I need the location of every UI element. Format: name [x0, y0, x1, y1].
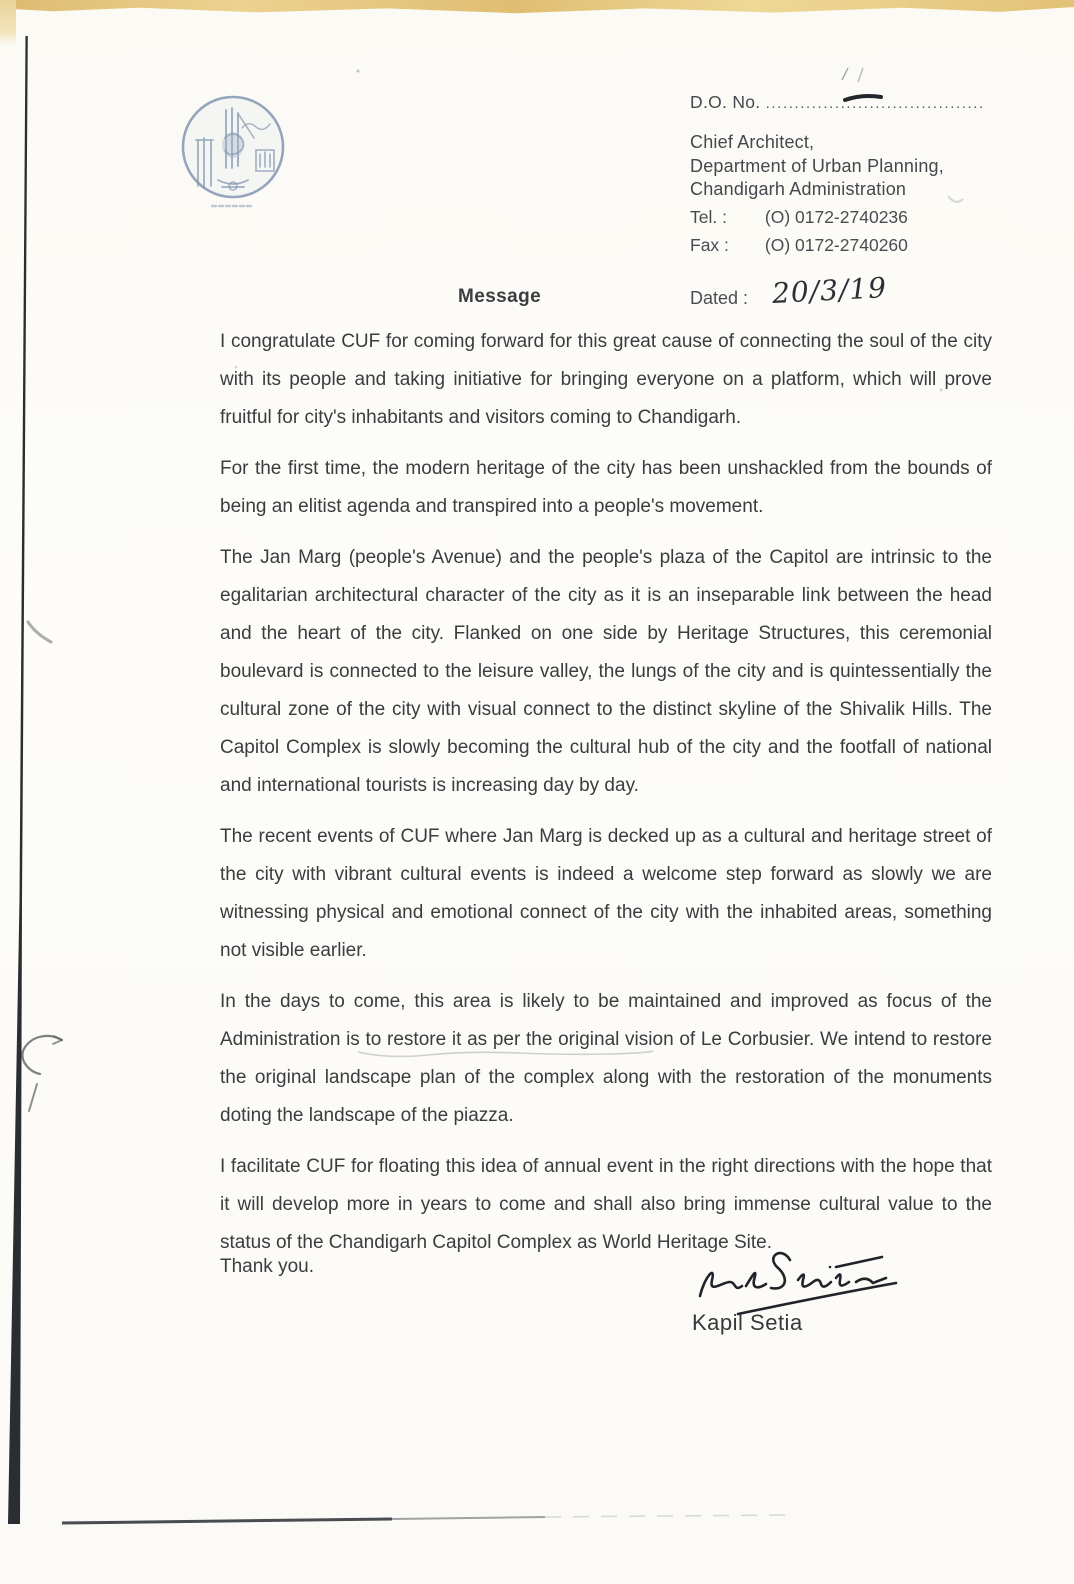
- closing-salutation: Thank you.: [220, 1256, 314, 1277]
- letter-paragraph: The Jan Marg (people's Avenue) and the people's plaza of the Capitol are intrinsic to the egalitarian architectural character of the city as it is an inseparable link between the head and the heart of the city. Flanked on one side by Heritage Structures, this ceremonial boulevard is connected to the leisure valley, the lungs of the city and is quintessentially the cultural zone of the city with visual connect to the distinct skyline of the Shivalik Hills. The Capitol Complex is slowly becoming the cultural hub of the city and the footfall of national and international tourists is increasing day by day.: [220, 547, 992, 796]
- do-number-label: D.O. No.: [690, 92, 761, 112]
- telephone-label: Tel. :: [690, 207, 727, 227]
- scan-corner-patch: [0, 0, 16, 46]
- fax-line: [690, 235, 908, 256]
- fax-value: (O) 0172-2740260: [764, 235, 908, 255]
- signatory-name: Kapil Setia: [692, 1310, 803, 1335]
- letter-body: [220, 323, 992, 1275]
- letter-paragraph: I congratulate CUF for coming forward for this great cause of connecting the soul of the city with its people and taking initiative for bringing everyone on a platform, which will prove fruitful for city's inhabitants and visitors coming to Chandigarh.: [220, 331, 992, 428]
- handwritten-date: 20/3/19: [771, 271, 888, 310]
- signature-block: [684, 1238, 924, 1336]
- letter-paragraph: For the first time, the modern heritage of the city has been unshackled from the bounds of being an elitist agenda and transpired into a people's movement.: [220, 458, 992, 517]
- do-number-dotted-field: ......................................: [765, 95, 985, 112]
- do-number-line: [690, 92, 985, 113]
- letterhead-office-block: [690, 131, 944, 202]
- office-line-administration: Chandigarh Administration: [690, 179, 907, 199]
- chandigarh-administration-emblem-stamp: [176, 90, 290, 216]
- dated-label: Dated :: [690, 288, 749, 308]
- pencil-doodle: [22, 1036, 62, 1111]
- telephone-line: [690, 207, 908, 228]
- fax-label: Fax :: [690, 235, 729, 255]
- scan-bottom-edge-line: [62, 1515, 790, 1523]
- letter-paragraph: I facilitate CUF for floating this idea of annual event in the right directions with the hope that it will develop more in years to come and shall also bring immense cultural value to the status of the Chandigarh Capitol Complex as World Heritage Site.: [220, 1156, 992, 1253]
- message-title: Message: [458, 286, 542, 307]
- telephone-value: (O) 0172-2740236: [764, 207, 908, 227]
- office-line-designation: Chief Architect,: [690, 132, 815, 152]
- letter-paragraph: In the days to come, this area is likely to be maintained and improved as focus of the Administration is to restore it as per the original vision of Le Corbusier. We intend to restore the original landscape plan of the complex along with the restoration of the monuments doting the landscape of the piazza.: [220, 991, 992, 1126]
- letter-paragraph: The recent events of CUF where Jan Marg is decked up as a cultural and heritage street of the city with vibrant cultural events is indeed a welcome step forward as slowly we are witnessing physical and emotional connect of the city with the inhabited areas, something not visible earlier.: [220, 826, 992, 961]
- scan-left-edge-bar: [8, 36, 28, 1524]
- scan-edge-top-strip: [0, 0, 1074, 14]
- office-line-department: Department of Urban Planning,: [690, 155, 944, 176]
- pencil-mark-slash: [28, 622, 51, 642]
